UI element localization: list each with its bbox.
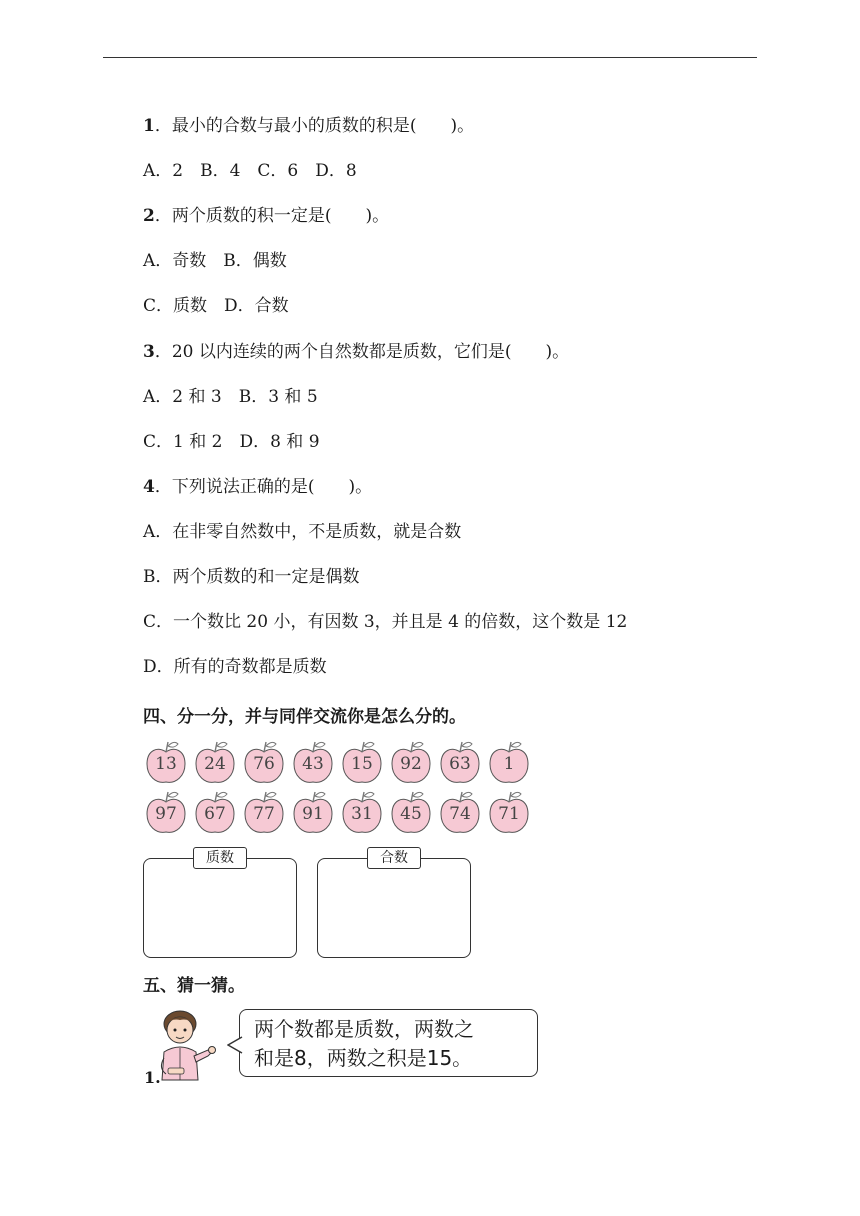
apple-number: 91 xyxy=(302,804,324,824)
question-1-stem: 1．最小的合数与最小的质数的积是( )。 xyxy=(143,116,475,136)
apple-number: 92 xyxy=(400,754,422,774)
header-rule xyxy=(103,57,757,58)
apple-card[interactable] xyxy=(389,790,433,836)
apple-card[interactable] xyxy=(487,740,531,786)
apple-card[interactable] xyxy=(389,740,433,786)
apple-number: 97 xyxy=(155,804,177,824)
question-4-option-a: A．在非零自然数中，不是质数，就是合数 xyxy=(143,522,462,542)
question-1-options: A．2 B．4 C．6 D．8 xyxy=(143,161,357,181)
section-4-title: 四、分一分，并与同伴交流你是怎么分的。 xyxy=(143,707,466,727)
composite-box-label: 合数 xyxy=(367,847,421,869)
apple-card[interactable] xyxy=(438,740,482,786)
speech-bubble xyxy=(239,1009,538,1077)
apple-card[interactable] xyxy=(144,790,188,836)
composite-box[interactable] xyxy=(317,858,471,958)
bubble-line-1: 两个数都是质数，两数之 xyxy=(254,1017,474,1041)
question-3-stem: 3．20 以内连续的两个自然数都是质数，它们是( )。 xyxy=(143,342,570,362)
question-3-options-a: A．2 和 3 B．3 和 5 xyxy=(143,387,318,407)
apple-card[interactable] xyxy=(193,740,237,786)
apple-card[interactable] xyxy=(438,790,482,836)
bubble-text xyxy=(254,1015,474,1073)
section-5-item-number: 1. xyxy=(144,1068,161,1087)
apple-number: 13 xyxy=(155,754,177,774)
bubble-tail xyxy=(227,1036,243,1054)
apple-number: 24 xyxy=(204,754,226,774)
apple-number: 45 xyxy=(400,804,422,824)
apple-number: 15 xyxy=(351,754,373,774)
apple-card[interactable] xyxy=(487,790,531,836)
apple-number: 67 xyxy=(204,804,226,824)
apple-card[interactable] xyxy=(340,740,384,786)
apple-card[interactable] xyxy=(291,790,335,836)
prime-box-label: 质数 xyxy=(193,847,247,869)
section-5-title: 五、猜一猜。 xyxy=(143,976,245,996)
apple-card[interactable] xyxy=(242,740,286,786)
question-4-option-c: C．一个数比 20 小，有因数 3，并且是 4 的倍数，这个数是 12 xyxy=(143,612,628,632)
bubble-line-2: 和是8，两数之积是15。 xyxy=(254,1046,473,1070)
apple-card[interactable] xyxy=(193,790,237,836)
question-3-options-b: C．1 和 2 D．8 和 9 xyxy=(143,432,320,452)
question-2-stem: 2．两个质数的积一定是( )。 xyxy=(143,206,390,226)
apple-card[interactable] xyxy=(291,740,335,786)
question-4-option-d: D．所有的奇数都是质数 xyxy=(143,657,327,677)
apple-number: 74 xyxy=(449,804,471,824)
apple-card[interactable] xyxy=(242,790,286,836)
question-4-option-b: B．两个质数的和一定是偶数 xyxy=(143,567,360,587)
question-2-options-a: A．奇数 B．偶数 xyxy=(143,251,287,271)
apple-number: 77 xyxy=(253,804,275,824)
apple-number: 43 xyxy=(302,754,324,774)
apple-card[interactable] xyxy=(144,740,188,786)
apple-number: 1 xyxy=(503,754,515,774)
apple-card[interactable] xyxy=(340,790,384,836)
apple-number: 31 xyxy=(351,804,373,824)
apple-number: 76 xyxy=(253,754,275,774)
prime-box[interactable] xyxy=(143,858,297,958)
apple-number: 63 xyxy=(449,754,471,774)
question-4-stem: 4．下列说法正确的是( )。 xyxy=(143,477,373,497)
question-2-options-b: C．质数 D．合数 xyxy=(143,296,289,316)
apple-number: 71 xyxy=(498,804,520,824)
